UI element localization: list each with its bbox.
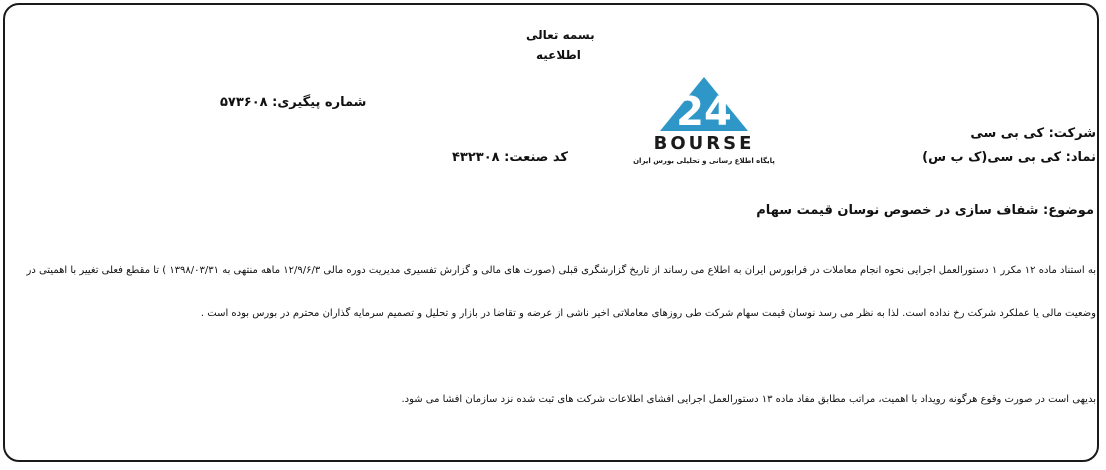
tracking-number (220, 95, 366, 110)
tracking-label: شماره پیگیری: (272, 95, 367, 110)
industry-code (452, 150, 568, 165)
industry-code-label: کد صنعت: (504, 150, 568, 165)
body-paragraph-line-1: به استناد ماده ۱۲ مکرر ۱ دستورالعمل اجرایی نحوه انجام معاملات در فرابورس ایران به اطلاع می رساند از تاریخ گزارشگری قبلی (صورت های مالی و گزارش تفسیری مدیریت دوره مالی ۱۲/۹/۶/۳ ماهه منتهی به ۱۳۹۸/۰۳/۳۱ ) تا مقطع فعلی تغییر با اهمیتی در (26, 265, 1096, 276)
page-title: اطلاعیه (536, 48, 581, 62)
logo-wordmark: BOURSE (653, 133, 755, 154)
body-closing-line: بدیهی است در صورت وقوع هرگونه رویداد با اهمیت، مراتب مطابق مفاد ماده ۱۳ دستورالعمل اجرایی افشای اطلاعات شرکت های ثبت شده نزد سازمان افشا می شود. (401, 394, 1096, 405)
company-symbol-value: کی بی سی(ک ب س) (922, 150, 1062, 165)
bourse-logo (630, 73, 778, 169)
logo-graphic (630, 73, 778, 169)
logo-tagline: پایگاه اطلاع رسانی و تحلیلی بورس ایران (633, 157, 775, 165)
tracking-value: ۵۷۳۶۰۸ (220, 95, 268, 110)
company-symbol-label: نماد: (1065, 150, 1096, 165)
logo-number: 24 (676, 89, 732, 135)
subject-value: شفاف سازی در خصوص نوسان قیمت سهام (756, 203, 1039, 218)
company-name-label: شرکت: (1048, 126, 1096, 141)
industry-code-value: ۴۳۲۳۰۸ (452, 150, 500, 165)
company-symbol (922, 150, 1096, 165)
basmala: بسمه تعالی (526, 28, 595, 42)
subject (756, 203, 1094, 218)
subject-label: موضوع: (1043, 203, 1094, 218)
body-paragraph-line-2: وضعیت مالی یا عملکرد شرکت رخ نداده است. لذا به نظر می رسد نوسان قیمت سهام شرکت طی روزهای معاملاتی اخیر ناشی از عرضه و تقاضا در بازار و تحلیل و تصمیم سرمایه گذاران محترم در بورس بوده است . (200, 308, 1096, 319)
company-name (970, 126, 1096, 141)
company-name-value: کی بی سی (970, 126, 1045, 141)
